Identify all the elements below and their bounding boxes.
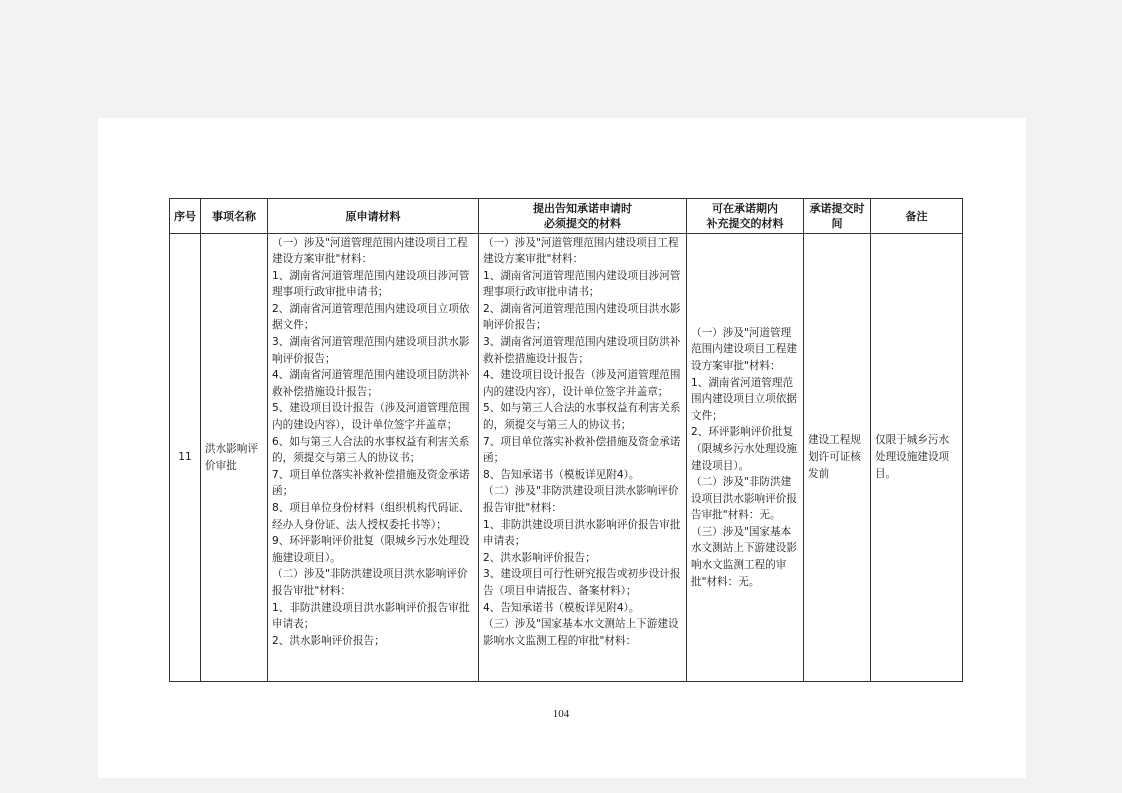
required-material-line: 1、非防洪建设项目洪水影响评价报告审批申请表；: [483, 518, 681, 548]
cell-required-materials: [479, 234, 687, 682]
required-material-line: 4、建设项目设计报告（涉及河道管理范围内的建设内容），设计单位签字并盖章；: [483, 369, 681, 398]
original-material-line: 2、洪水影响评价报告；: [272, 634, 385, 647]
original-material-line: （一）涉及"河道管理范围内建设项目工程建设方案审批"材料：: [272, 236, 468, 266]
original-material-line: （二）涉及"非防洪建设项目洪水影响评价报告审批"材料：: [272, 568, 468, 597]
header-remark: 备注: [871, 199, 963, 234]
original-material-line: 8、项目单位身份材料（组织机构代码证、经办人身份证、法人授权委托书等）；: [272, 502, 470, 531]
required-material-line: 8、告知承诺书（模板详见附4）。: [483, 468, 640, 481]
header-required-line2: 必须提交的材料: [544, 217, 621, 230]
required-material-line: 4、告知承诺书（模板详见附4）。: [483, 601, 640, 614]
header-required-line1: 提出告知承诺申请时: [533, 202, 632, 215]
supplement-material-line: （三）涉及"国家基本水文测站上下游建设影响水文监测工程的审批"材料：无。: [691, 525, 797, 588]
original-material-line: 1、湖南省河道管理范围内建设项目涉河管理事项行政审批申请书；: [272, 269, 470, 299]
required-material-line: 2、洪水影响评价报告；: [483, 551, 596, 564]
header-deadline: 承诺提交时间: [804, 199, 871, 234]
header-supplement-line1: 可在承诺期内: [712, 202, 778, 215]
page-number: 104: [552, 708, 570, 720]
required-material-line: （一）涉及"河道管理范围内建设项目工程建设方案审批"材料：: [483, 236, 679, 266]
original-material-line: 1、非防洪建设项目洪水影响评价报告审批申请表；: [272, 601, 470, 631]
supplement-material-line: 2、环评影响评价批复（限城乡污水处理设施建设项目）。: [691, 426, 797, 472]
supplement-material-line: （二）涉及"非防洪建设项目洪水影响评价报告审批"材料：无。: [691, 476, 797, 522]
header-supplement-materials: [687, 199, 804, 234]
required-material-line: 3、建设项目可行性研究报告或初步设计报告（项目申请报告、备案材料）；: [483, 568, 681, 597]
original-material-line: 6、如与第三人合法的水事权益有利害关系的，须提交与第三人的协议书；: [272, 435, 470, 465]
original-material-line: 5、建设项目设计报告（涉及河道管理范围内的建设内容），设计单位签字并盖章；: [272, 402, 470, 432]
header-supplement-line2: 补充提交的材料: [706, 217, 784, 230]
original-material-line: 2、湖南省河道管理范围内建设项目立项依据文件；: [272, 302, 470, 332]
supplement-material-line: 1、湖南省河道管理范围内建设项目立项依据文件；: [691, 376, 797, 422]
cell-original-materials: [268, 234, 479, 682]
cell-deadline: 建设工程规划许可证核发前: [804, 234, 871, 682]
required-material-line: （二）涉及"非防洪建设项目洪水影响评价报告审批"材料：: [483, 485, 679, 514]
cell-seq: 11: [170, 234, 201, 682]
required-material-line: （三）涉及"国家基本水文测站上下游建设影响水文监测工程的审批"材料：: [483, 618, 679, 647]
header-item-name: 事项名称: [201, 199, 268, 234]
approval-materials-table: [169, 198, 963, 682]
required-material-line: 7、项目单位落实补救补偿措施及资金承诺函；: [483, 435, 681, 465]
required-material-line: 1、湖南省河道管理范围内建设项目涉河管理事项行政审批申请书；: [483, 269, 681, 299]
original-material-line: 9、环评影响评价批复（限城乡污水处理设施建设项目）。: [272, 535, 470, 564]
table-header-row: [170, 199, 963, 234]
header-seq: 序号: [170, 199, 201, 234]
supplement-material-line: （一）涉及"河道管理范围内建设项目工程建设方案审批"材料：: [691, 326, 797, 372]
required-material-line: 3、湖南省河道管理范围内建设项目防洪补救补偿措施设计报告；: [483, 336, 681, 365]
required-material-line: 5、如与第三人合法的水事权益有利害关系的，须提交与第三人的协议书；: [483, 402, 681, 432]
original-material-line: 7、项目单位落实补救补偿措施及资金承诺函；: [272, 468, 470, 498]
cell-item-name: 洪水影响评价审批: [201, 234, 268, 682]
header-original-materials: 原申请材料: [268, 199, 479, 234]
required-material-line: 2、湖南省河道管理范围内建设项目洪水影响评价报告；: [483, 302, 681, 332]
original-material-line: 3、湖南省河道管理范围内建设项目洪水影响评价报告；: [272, 336, 470, 365]
table-row: [170, 234, 963, 682]
header-required-materials: [479, 199, 687, 234]
original-material-line: 4、湖南省河道管理范围内建设项目防洪补救补偿措施设计报告；: [272, 369, 470, 398]
cell-remark: 仅限于城乡污水处理设施建设项目。: [871, 234, 963, 682]
cell-supplement-materials: [687, 234, 804, 682]
